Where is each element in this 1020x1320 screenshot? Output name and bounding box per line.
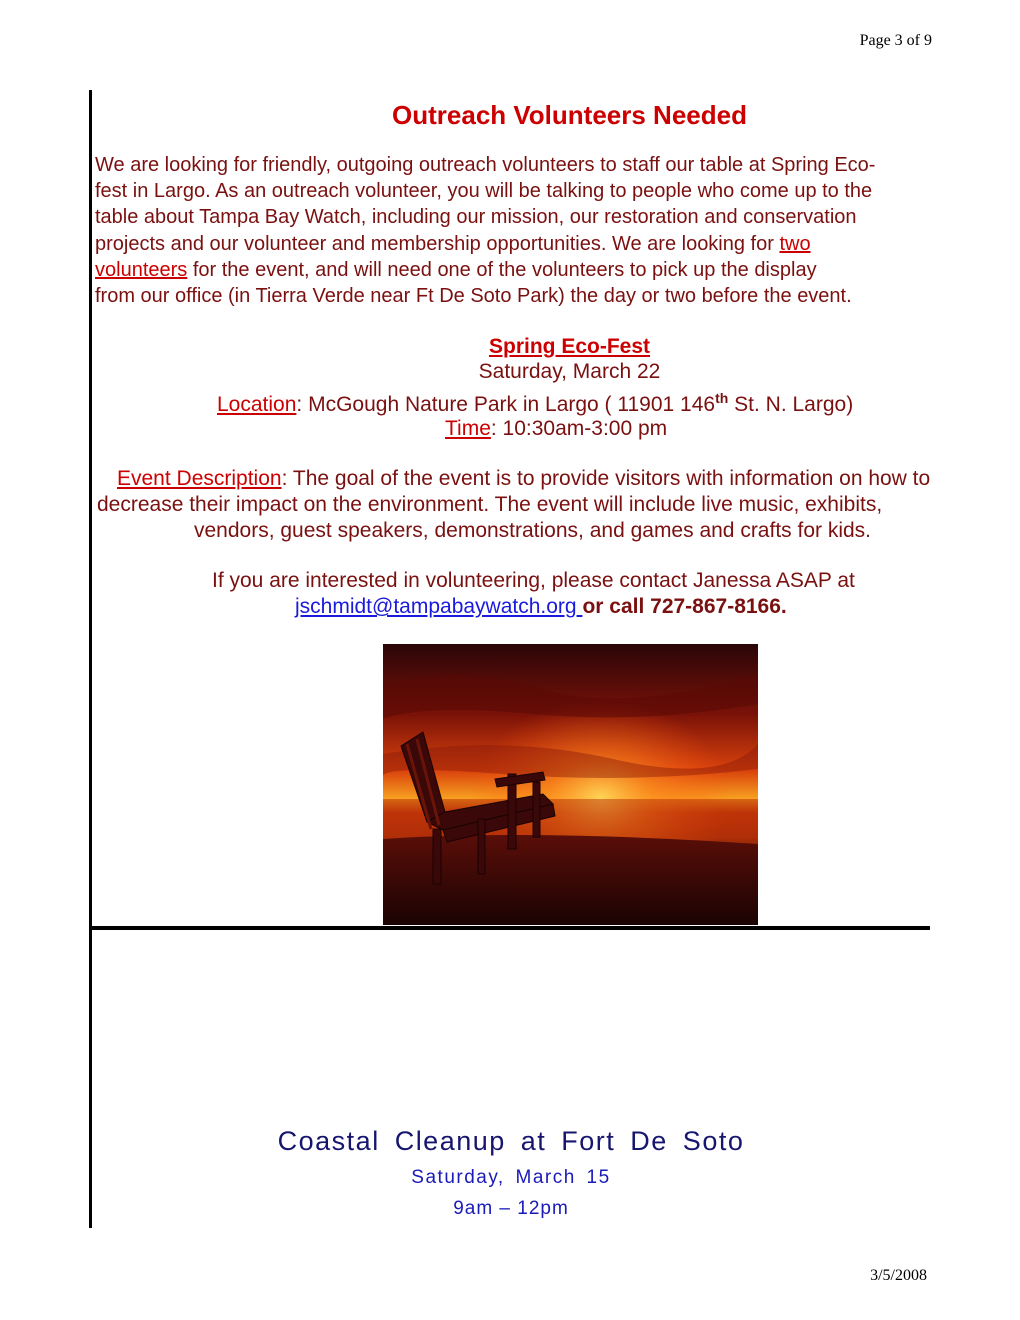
event-description bbox=[97, 466, 930, 544]
contact-info bbox=[95, 568, 930, 620]
outreach-title: Outreach Volunteers Needed bbox=[392, 100, 747, 130]
volunteers-link: volunteers bbox=[95, 258, 188, 281]
description-label: Event Description bbox=[117, 467, 282, 490]
email-link[interactable]: jschmidt@tampabaywatch.org bbox=[295, 595, 583, 618]
paragraph-line-5 bbox=[95, 257, 930, 283]
contact-line-2 bbox=[95, 594, 930, 620]
page-number: Page 3 of 9 bbox=[859, 32, 932, 49]
location-label: Location bbox=[217, 393, 297, 416]
description-line-3: vendors, guest speakers, demonstrations, and games and crafts for kids. bbox=[194, 519, 872, 542]
paragraph-line-1: We are looking for friendly, outgoing outreach volunteers to staff our table at Spring Eco- bbox=[95, 154, 876, 176]
left-border-rule bbox=[89, 90, 92, 1228]
event-location bbox=[217, 390, 853, 417]
event-title: Spring Eco-Fest bbox=[488, 335, 651, 358]
paragraph-line-6: from our office (in Tierra Verde near Ft De Soto Park) the day or two before the event. bbox=[95, 285, 852, 308]
location-value: : McGough Nature Park in Largo ( 11901 146 bbox=[296, 393, 716, 416]
cleanup-title: Coastal Cleanup at Fort De Soto bbox=[277, 1126, 745, 1156]
paragraph-line-5-text: for the event, and will need one of the volunteers to pick up the display bbox=[187, 258, 817, 281]
description-line-1 bbox=[97, 466, 930, 492]
description-text-1: : The goal of the event is to provide visitors with information on how to bbox=[281, 467, 930, 490]
coastal-cleanup-section bbox=[92, 1126, 930, 1220]
paragraph-line-4-text: projects and our volunteer and membership opportunities. We are looking for bbox=[95, 232, 780, 255]
time-label: Time bbox=[445, 417, 491, 440]
cleanup-date: Saturday, March 15 bbox=[411, 1167, 611, 1188]
footer-date: 3/5/2008 bbox=[870, 1267, 927, 1284]
paragraph-line-4 bbox=[95, 231, 930, 257]
location-superscript: th bbox=[715, 390, 729, 406]
location-tail: St. N. Largo) bbox=[728, 393, 854, 416]
phone-text: or call 727-867-8166. bbox=[582, 595, 787, 618]
description-line-2: decrease their impact on the environment. The event will include live music, exhibits, bbox=[97, 493, 883, 516]
sunset-beach-chair-photo bbox=[383, 644, 758, 925]
event-heading bbox=[95, 334, 930, 384]
paragraph-line-2: fest in Largo. As an outreach volunteer, you will be talking to people who come up to the bbox=[95, 180, 873, 203]
event-date: Saturday, March 22 bbox=[478, 360, 661, 383]
cleanup-time: 9am – 12pm bbox=[453, 1198, 569, 1219]
time-value: : 10:30am-3:00 pm bbox=[490, 417, 668, 440]
contact-line-1: If you are interested in volunteering, please contact Janessa ASAP at bbox=[212, 569, 855, 592]
section-divider bbox=[89, 926, 930, 930]
event-time bbox=[445, 417, 667, 441]
two-volunteers-link: two bbox=[779, 232, 811, 255]
paragraph-line-3: table about Tampa Bay Watch, including our mission, our restoration and conservation bbox=[95, 206, 857, 229]
outreach-paragraph bbox=[95, 152, 930, 309]
